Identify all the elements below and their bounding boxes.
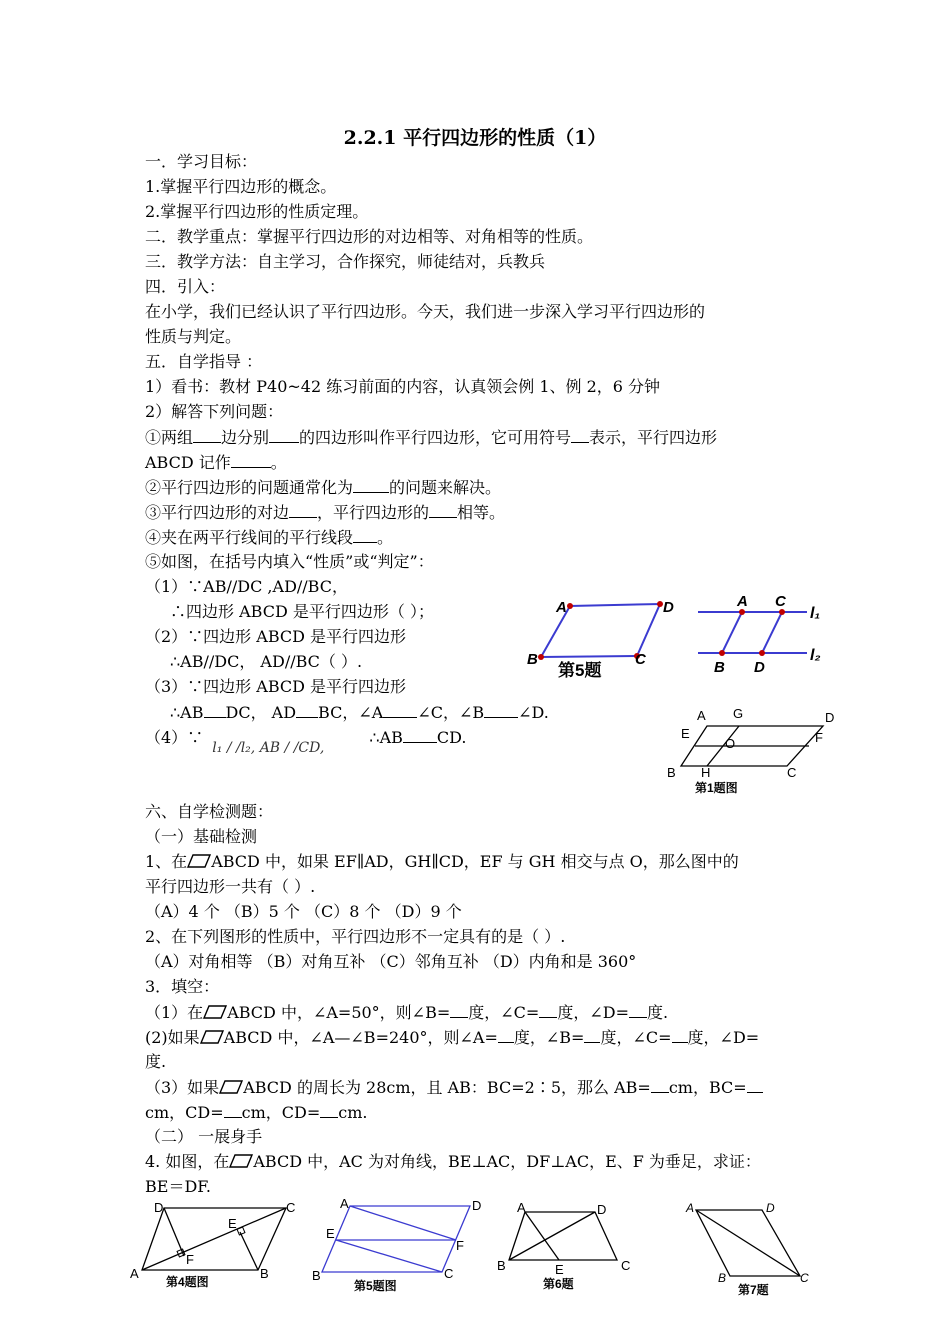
q1-text-d: 表示，平行四边形 (589, 428, 718, 447)
blank (204, 702, 226, 718)
exercise-3-1 (145, 1002, 668, 1023)
section-3: 三．教学方法：自主学习，合作探究，师徒结对，兵教兵 (145, 252, 546, 271)
exercise-4-line-b: BE＝DF. (145, 1177, 211, 1196)
question-5: ⑤如图，在括号内填入“性质”或“判定”： (145, 552, 434, 571)
q2-text-a: ②平行四边形的问题通常化为 (145, 478, 354, 497)
parallelogram-symbol-icon (203, 1005, 227, 1019)
fig-label: D (154, 1200, 164, 1215)
figure-caption: 第5题图 (354, 1279, 397, 1293)
q1b-text-a: ABCD 记作 (145, 453, 231, 472)
fig-label: B (497, 1258, 506, 1273)
figure-caption: 第5题 (558, 661, 602, 680)
blank (484, 702, 518, 718)
p4-formula: l₁ / /l₂, AB / /CD, (212, 740, 325, 756)
fig-label: D (472, 1198, 482, 1213)
p4-b: ∴AB (369, 728, 403, 747)
parallelogram-symbol-icon (200, 1030, 224, 1044)
goal-1: 1.掌握平行四边形的概念。 (145, 177, 337, 196)
blank (296, 702, 318, 718)
figure-caption: 第6题 (543, 1277, 574, 1291)
blank (320, 1102, 338, 1118)
blank (193, 427, 221, 443)
blank (747, 1077, 763, 1093)
fig-label: C (621, 1258, 631, 1273)
fig-label: A (340, 1196, 349, 1211)
question-1-cont (145, 452, 287, 473)
fig-label: B (260, 1266, 269, 1281)
q1-text-a: ①两组 (145, 428, 194, 447)
exercise-1-options: （A）4 个 （B）5 个 （C）8 个 （D）9 个 (145, 902, 462, 921)
q1b-text-b: 。 (270, 453, 287, 472)
blank (429, 502, 457, 518)
e32-b: ABCD 中，∠A—∠B=240°，则∠A= (223, 1028, 498, 1047)
blank (403, 727, 437, 743)
q3-text-c: 相等。 (457, 503, 506, 522)
section-2: 二．教学重点：掌握平行四边形的对边相等、对角相等的性质。 (145, 227, 594, 246)
e1a-a: 1、在 (145, 852, 188, 871)
exercise-4-line-a (145, 1152, 761, 1172)
e32-e: 度，∠D= (687, 1028, 760, 1047)
blank (224, 1102, 242, 1118)
figure-caption: 第4题图 (166, 1275, 209, 1289)
fig-label: B (527, 651, 538, 668)
blank (629, 1002, 647, 1018)
fig-label: B (714, 659, 725, 676)
fig-label: D (754, 659, 765, 676)
p3b-c: BC，∠A (318, 703, 384, 722)
exercise-3-3 (145, 1077, 763, 1098)
e31-e: 度. (646, 1003, 669, 1022)
e33-b: ABCD 的周长为 28cm，且 AB：BC=2∶5，那么 AB= (243, 1078, 651, 1097)
fig-label: O (725, 736, 736, 751)
e31-a: （1）在 (145, 1003, 204, 1022)
section-6-heading: 六、自学检测题： (145, 802, 274, 821)
goal-2: 2.掌握平行四边形的性质定理。 (145, 202, 369, 221)
exercise-3-heading: 3．填空： (145, 977, 220, 996)
fig-label: D (825, 710, 835, 725)
p3b-a: ∴AB (170, 703, 204, 722)
part-3-line-a: （3）∵四边形 ABCD 是平行四边形 (145, 677, 407, 696)
fig-label: A (556, 599, 567, 616)
q3-text-a: ③平行四边形的对边 (145, 503, 290, 522)
fig-label: l₁ (810, 605, 821, 622)
q4-text-a: ④夹在两平行线间的平行线段 (145, 528, 354, 547)
figure-parallel-lines (692, 590, 832, 680)
exercise-3-2-cont: 度. (145, 1052, 167, 1071)
step-2: 2）解答下列问题： (145, 402, 284, 421)
exercise-2-options: （A）对角相等 （B）对角互补 （C）邻角互补 （D）内角和是 360° (145, 952, 637, 971)
question-4 (145, 527, 393, 548)
fig-label: F (186, 1252, 194, 1267)
figure-caption: 第7题 (738, 1283, 769, 1297)
exercise-3-2 (145, 1027, 759, 1048)
fig-label: H (701, 765, 711, 780)
fig-label: A (737, 593, 748, 610)
part-4 (145, 727, 467, 756)
intro-line-2: 性质与判定。 (145, 327, 242, 346)
blank (353, 527, 377, 543)
p3b-b: DC， AD (225, 703, 297, 722)
e32-d: 度，∠C= (600, 1028, 672, 1047)
parallelogram-symbol-icon (229, 1154, 253, 1168)
blank (231, 452, 271, 468)
parallelogram-symbol-icon (187, 854, 211, 868)
blank (269, 427, 299, 443)
part-2-line-a: （2）∵四边形 ABCD 是平行四边形 (145, 627, 407, 646)
fig-label: B (312, 1268, 321, 1283)
blank (450, 1002, 468, 1018)
parallelogram-symbol-icon (219, 1080, 243, 1094)
figure-q5-parallelogram (525, 592, 685, 682)
part-3-line-b (170, 702, 549, 723)
fig-label: C (775, 593, 786, 610)
intro-line-1: 在小学，我们已经认识了平行四边形。今天，我们进一步深入学习平行四边形的 (145, 302, 706, 321)
fig-label: C (286, 1200, 296, 1215)
exercise-2-line-a: 2、在下列图形的性质中，平行四边形不一定具有的是（ ）. (145, 927, 566, 946)
e32-a: (2)如果 (145, 1028, 200, 1047)
q3-text-b: ，平行四边形的 (317, 503, 430, 522)
figure-4 (128, 1198, 300, 1290)
e4a-b: ABCD 中，AC 为对角线，BE⊥AC，DF⊥AC，E、F 为垂足，求证： (253, 1152, 761, 1171)
blank (651, 1077, 669, 1093)
fig-label: E (555, 1262, 564, 1277)
fig-label: D (597, 1202, 607, 1217)
q1-text-c: 的四边形叫作平行四边形，它可用符号 (299, 428, 572, 447)
e31-d: 度，∠D= (557, 1003, 629, 1022)
blank (571, 427, 589, 443)
fig-label: F (815, 730, 823, 745)
e33-a: （3）如果 (145, 1078, 220, 1097)
section-1-heading: 一．学习目标： (145, 152, 258, 171)
e33-c: cm，BC= (668, 1078, 747, 1097)
blank (539, 1002, 557, 1018)
e4a-a: 4. 如图，在 (145, 1152, 230, 1171)
q2-text-b: 的问题来解决。 (389, 478, 502, 497)
fig-label: B (667, 765, 676, 780)
fig-label: E (326, 1226, 335, 1241)
section-4-heading: 四．引入： (145, 277, 226, 296)
step-1: 1）看书：教材 P40~42 练习前面的内容，认真领会例 1、例 2，6 分钟 (145, 377, 661, 396)
figure-6 (495, 1200, 635, 1292)
e32-c: 度，∠B= (513, 1028, 585, 1047)
blank (383, 702, 417, 718)
blank (353, 477, 389, 493)
p4-c: CD. (436, 728, 467, 747)
e31-c: 度，∠C= (468, 1003, 540, 1022)
question-2 (145, 477, 501, 498)
fig-label: A (697, 708, 706, 723)
figure-q1 (665, 702, 845, 797)
q4-text-b: 。 (377, 528, 394, 547)
blank (672, 1027, 688, 1043)
exercise-3-3-cont (145, 1102, 367, 1123)
p4-a: （4）∵ (145, 728, 204, 747)
p3b-e: ∠D. (518, 703, 549, 722)
e31-b: ABCD 中，∠A=50°，则∠B= (227, 1003, 451, 1022)
fig-label: l₂ (810, 647, 821, 664)
fig-label: D (663, 599, 674, 616)
blank (584, 1027, 600, 1043)
fig-label: C (444, 1266, 454, 1281)
part-1-line-b: ∴四边形 ABCD 是平行四边形（ ）； (170, 602, 434, 621)
p3b-d: ∠C，∠B (417, 703, 485, 722)
e33b-c: cm. (338, 1103, 368, 1122)
fig-label: E (681, 726, 690, 741)
blank (289, 502, 317, 518)
fig-label: B (718, 1271, 727, 1285)
fig-label: A (686, 1201, 695, 1215)
section-5-heading: 五．自学指导 ： (145, 352, 263, 371)
question-1 (145, 427, 717, 448)
fig-label: F (456, 1238, 464, 1253)
subsection-1: （一）基础检测 (145, 827, 258, 846)
e1a-b: ABCD 中，如果 EF∥AD，GH∥CD，EF 与 GH 相交与点 O，那么图中的 (211, 852, 739, 871)
e33b-a: cm，CD= (145, 1103, 224, 1122)
fig-label: C (635, 651, 646, 668)
subsection-2: （二） 一展身手 (145, 1127, 263, 1146)
fig-label: C (800, 1271, 809, 1285)
fig-label: G (733, 706, 744, 721)
figure-5 (310, 1196, 490, 1294)
e33b-b: cm，CD= (241, 1103, 321, 1122)
fig-label: D (766, 1201, 775, 1215)
fig-label: A (130, 1266, 139, 1281)
exercise-1-line-b: 平行四边形一共有（ ）. (145, 877, 316, 896)
exercise-1-line-a (145, 852, 739, 872)
page-title: 2.2.1 平行四边形的性质（1） (343, 127, 607, 149)
question-3 (145, 502, 505, 523)
figure-caption: 第1题图 (695, 781, 738, 795)
q1-text-b: 边分别 (221, 428, 270, 447)
fig-label: E (228, 1216, 237, 1231)
fig-label: A (517, 1200, 526, 1215)
blank (498, 1027, 514, 1043)
fig-label: C (787, 765, 797, 780)
part-2-line-b: ∴AB//DC， AD//BC（ ）. (170, 652, 363, 671)
part-1-line-a: （1）∵AB//DC ,AD//BC， (145, 577, 348, 596)
figure-7 (680, 1198, 820, 1298)
